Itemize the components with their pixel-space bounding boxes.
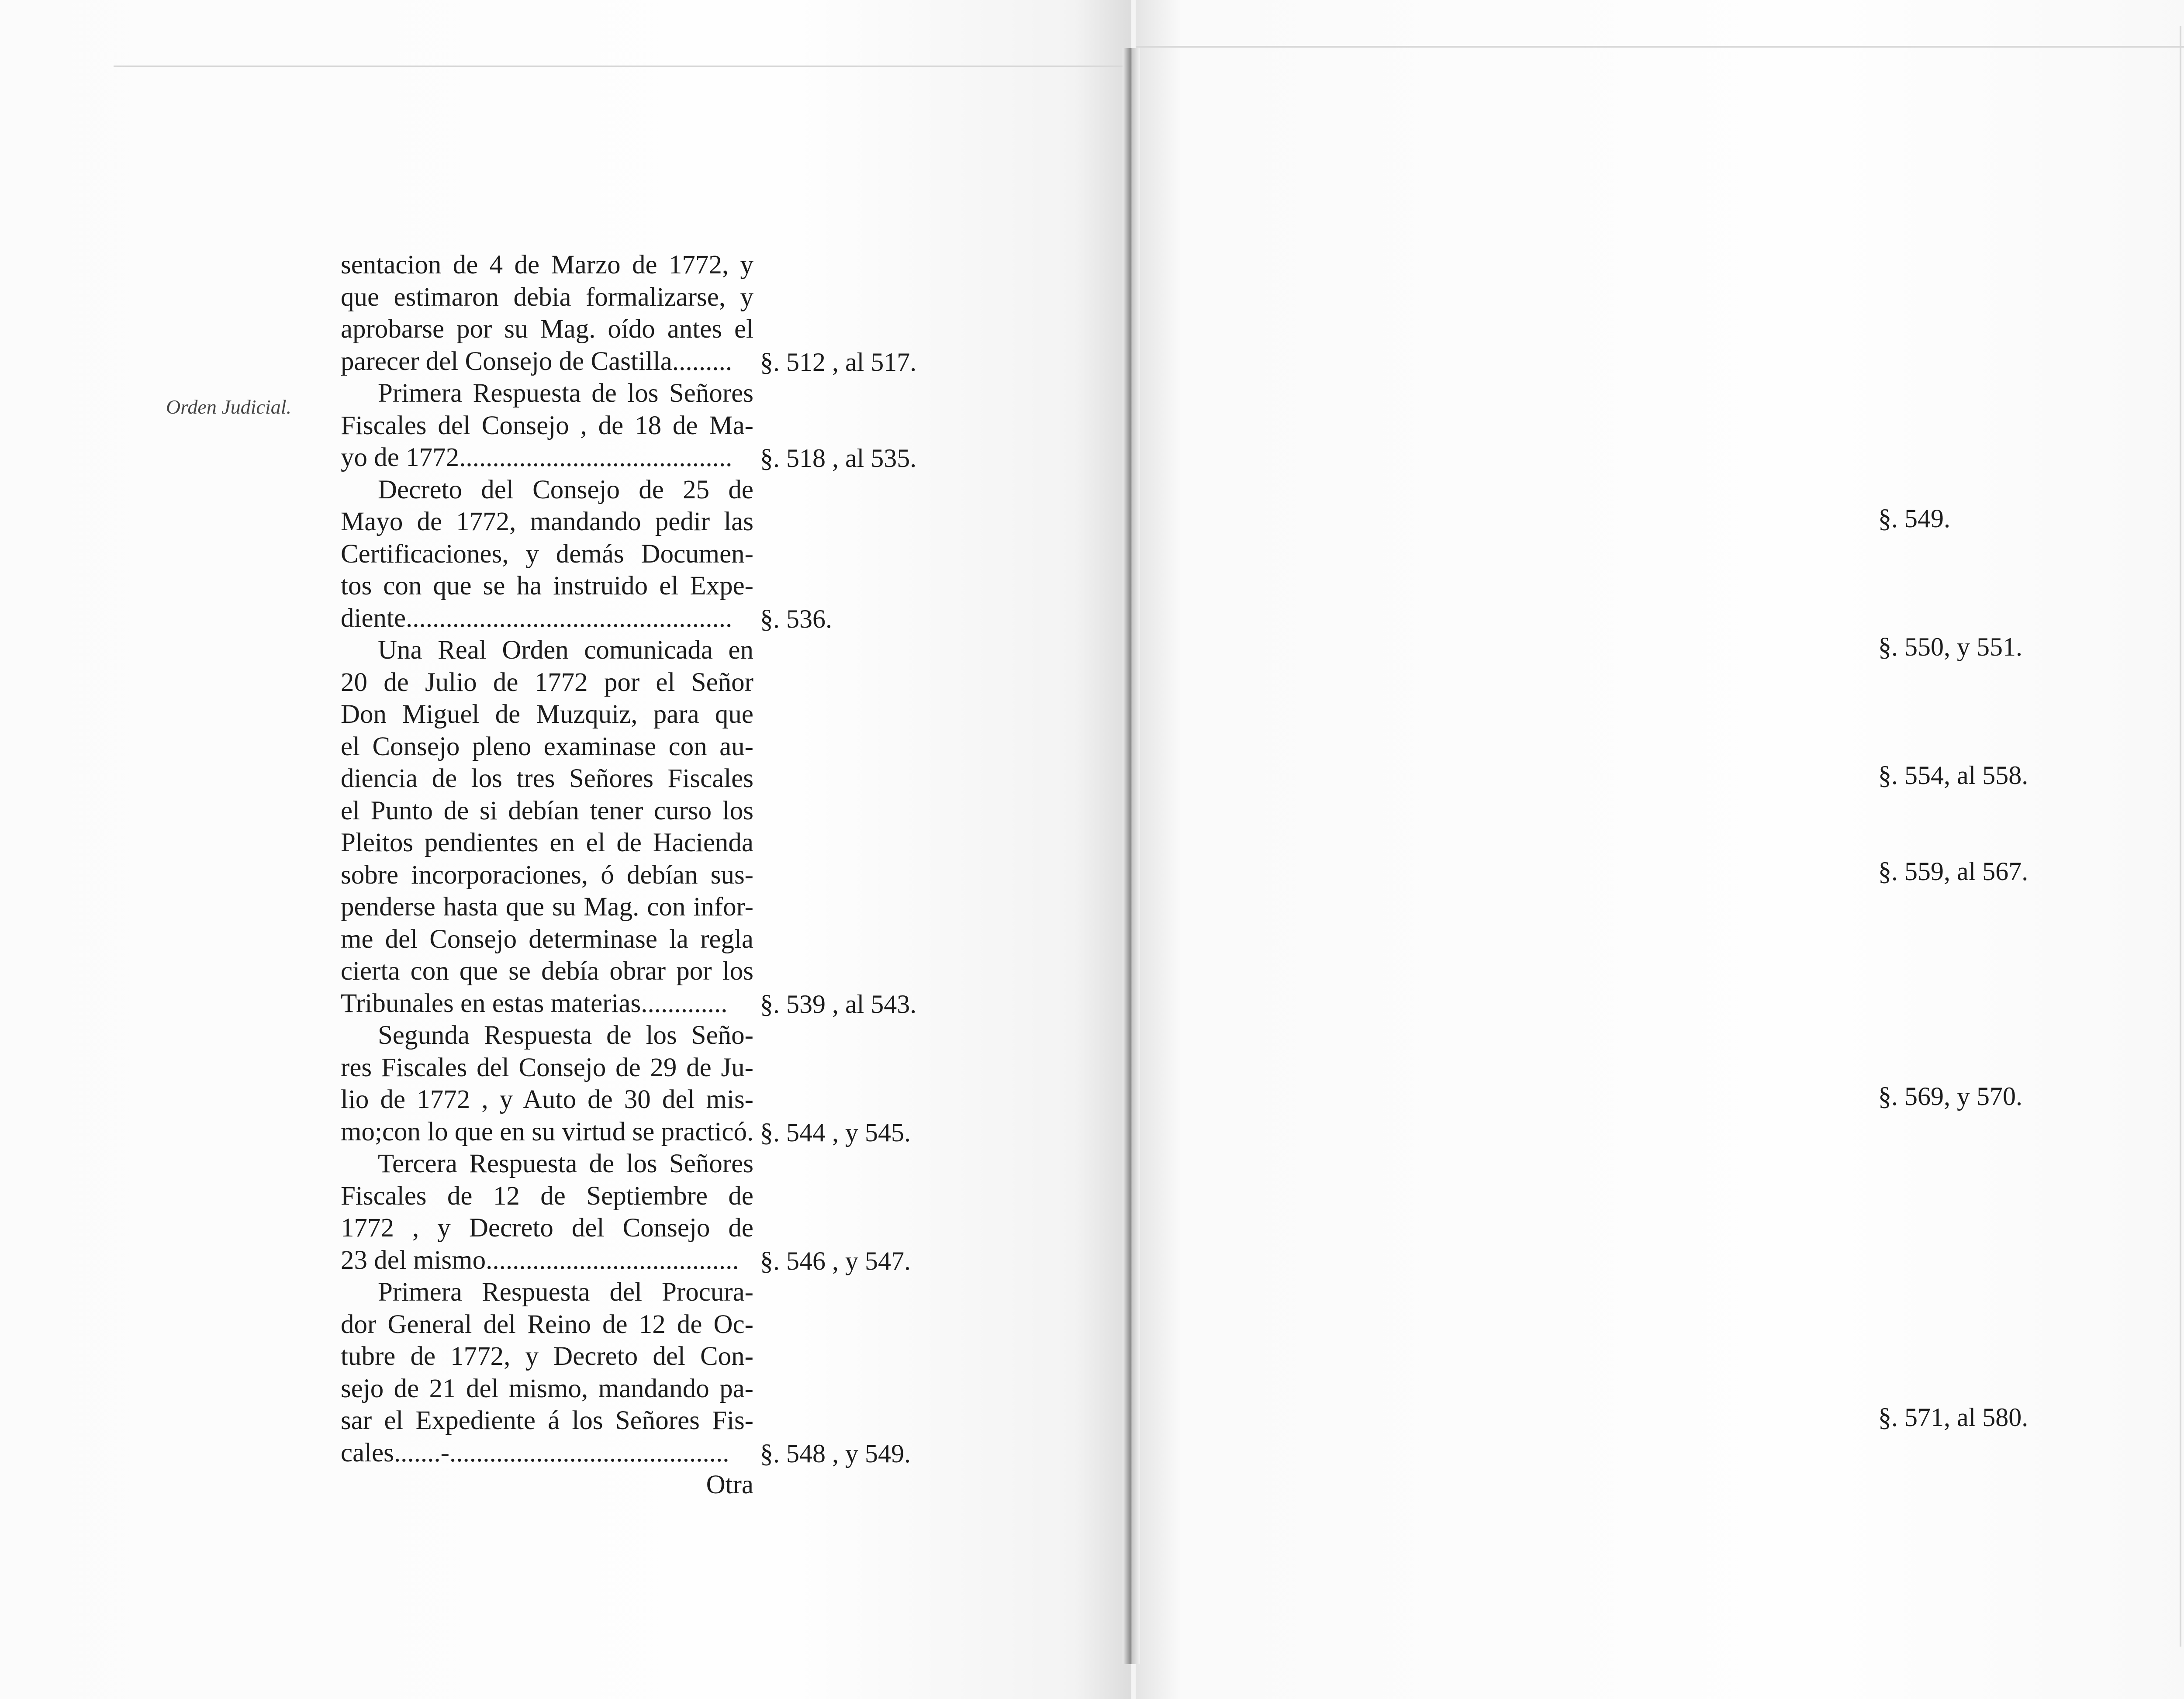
text-line: que estimaron debia formalizarse, y [341, 282, 753, 312]
text-line: Primera Respuesta del Procura- [378, 1278, 753, 1307]
text-line: dor General del Reino de 12 de Oc- [341, 1309, 753, 1339]
text-line: cales.......-.......................................... [341, 1438, 729, 1468]
section-reference: §. 554, al 558. [1878, 760, 2028, 790]
text-line: sar el Expediente á los Señores Fis- [341, 1406, 753, 1435]
section-reference: §. 518 , al 535. [760, 444, 917, 473]
text-line: 23 del mismo...................................... [341, 1245, 739, 1275]
text-line: tos con que se ha instruido el Expe- [341, 571, 753, 601]
text-line: Pleitos pendientes en el de Hacienda [341, 828, 753, 857]
section-reference: §. 536. [760, 604, 832, 633]
text-line: el Punto de si debían tener curso los [341, 796, 753, 825]
section-reference: §. 539 , al 543. [760, 989, 917, 1019]
section-reference: §. 571, al 580. [1878, 1402, 2028, 1432]
left-text-column [341, 249, 753, 1501]
book-gutter [1123, 48, 1140, 1664]
section-reference: §. 559, al 567. [1878, 857, 2028, 886]
section-reference: §. 546 , y 547. [760, 1246, 911, 1275]
text-line: sobre incorporaciones, ó debían sus- [341, 860, 753, 890]
text-line: diencia de los tres Señores Fiscales [341, 764, 753, 793]
text-line: me del Consejo determinase la regla [341, 924, 753, 954]
text-line: cierta con que se debía obrar por los [341, 957, 753, 986]
text-line: yo de 1772......................................... [341, 443, 733, 472]
text-line: Una Real Orden comunicada en [378, 635, 753, 665]
text-line: Decreto del Consejo de 25 de [378, 475, 753, 504]
text-line: Mayo de 1772, mandando pedir las [341, 507, 753, 536]
text-line: Fiscales de 12 de Septiembre de [341, 1181, 753, 1211]
section-reference: §. 548 , y 549. [760, 1439, 911, 1468]
text-line: Tercera Respuesta de los Señores [378, 1149, 753, 1178]
text-line: Fiscales del Consejo , de 18 de Ma- [341, 411, 753, 440]
side-note: Orden Judicial. [166, 396, 292, 418]
section-reference: §. 550, y 551. [1878, 632, 2022, 661]
text-line: diente................................................. [341, 603, 733, 633]
text-line: aprobarse por su Mag. oído antes el [341, 314, 753, 344]
text-line: Don Miguel de Muzquiz, para que [341, 700, 753, 729]
text-line: res Fiscales del Consejo de 29 de Ju- [341, 1053, 753, 1082]
page-stack-edge [2180, 26, 2181, 1647]
text-line: sentacion de 4 de Marzo de 1772, y [341, 250, 753, 280]
text-line: el Consejo pleno examinase con au- [341, 732, 753, 761]
section-reference: §. 544 , y 545. [760, 1118, 911, 1147]
section-reference: §. 512 , al 517. [760, 347, 917, 376]
page-top-edge [114, 66, 1127, 67]
text-line: penderse hasta que su Mag. con infor- [341, 892, 753, 922]
text-line: Certificaciones, y demás Documen- [341, 539, 753, 569]
text-line: tubre de 1772, y Decreto del Con- [341, 1342, 753, 1371]
page-top-edge [1136, 46, 2184, 48]
section-reference: §. 569, y 570. [1878, 1081, 2022, 1111]
text-line: mo;con lo que en su virtud se practicó. [341, 1117, 754, 1146]
section-reference: §. 549. [1878, 504, 1950, 533]
text-line: sejo de 21 del mismo, mandando pa- [341, 1374, 753, 1403]
text-line: Primera Respuesta de los Señores [378, 379, 753, 408]
text-line: parecer del Consejo de Castilla......... [341, 346, 733, 376]
text-line: Tribunales en estas materias............. [341, 988, 728, 1018]
catchword: Otra [706, 1470, 753, 1499]
text-line: 1772 , y Decreto del Consejo de [341, 1213, 753, 1243]
text-line: Segunda Respuesta de los Seño- [378, 1021, 753, 1050]
right-page [1136, 0, 2184, 1699]
text-line: 20 de Julio de 1772 por el Señor [341, 667, 753, 697]
text-line: lio de 1772 , y Auto de 30 del mis- [341, 1085, 753, 1114]
